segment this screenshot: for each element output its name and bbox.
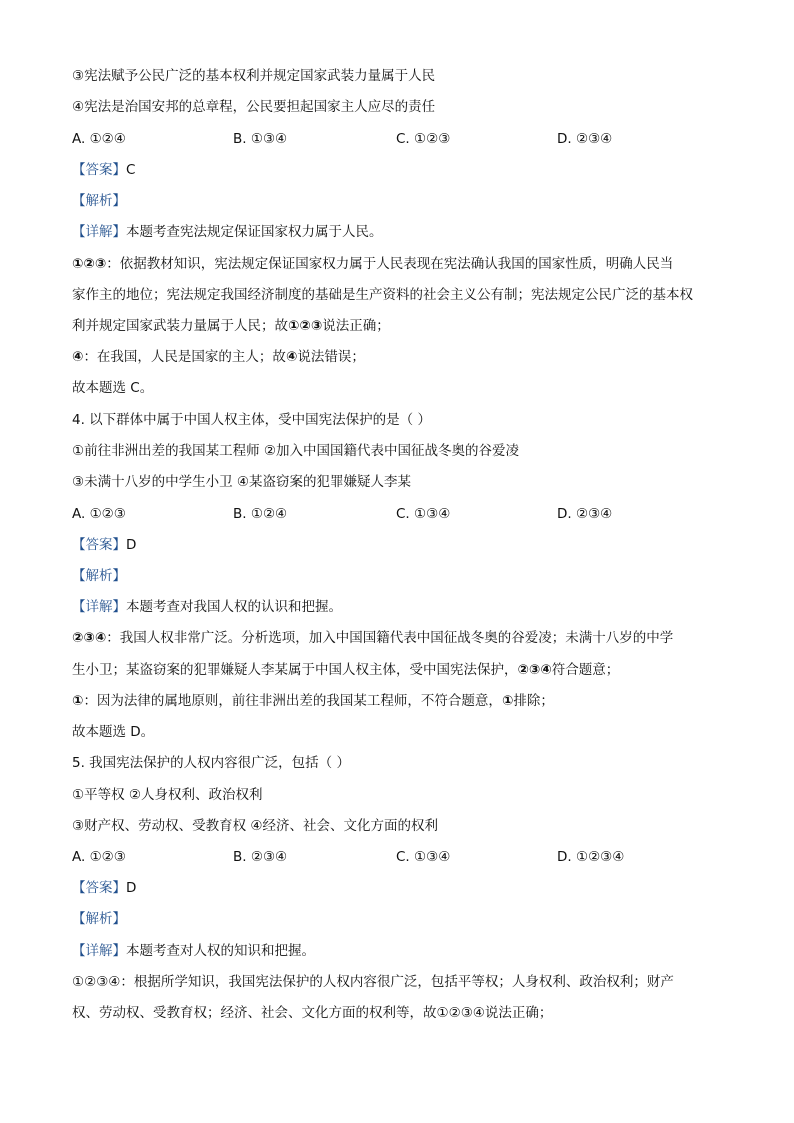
q4-stem: 4. 以下群体中属于中国人权主体，受中国宪法保护的是（ ）	[72, 412, 431, 428]
q4-statements-2: ③未满十八岁的中学生小卫 ④某盗窃案的犯罪嫌疑人李某	[72, 474, 411, 490]
explanation-text: 符合题意；	[551, 662, 620, 678]
answer-value: D	[126, 880, 137, 896]
answer-tag: 【答案】	[72, 162, 126, 178]
explanation-text: 说法错误；	[297, 349, 365, 365]
q5-explanation-2: 权、劳动权、受教育权；经济、社会、文化方面的权利等，故①②③④说法正确；	[72, 1005, 553, 1021]
detail-text: 本题考查对人权的知识和把握。	[126, 943, 315, 959]
q3-analysis-tag: 【解析】	[72, 193, 126, 209]
q4-analysis-tag: 【解析】	[72, 568, 126, 584]
q4-statements-1: ①前往非洲出差的我国某工程师 ②加入中国国籍代表中国征战冬奥的谷爱凌	[72, 443, 519, 459]
answer-tag: 【答案】	[72, 537, 126, 553]
q4-explanation-1	[72, 629, 673, 647]
q5-analysis-tag: 【解析】	[72, 911, 126, 927]
q3-detail	[72, 223, 383, 241]
q3-choice-b: B. ①③④	[233, 131, 288, 147]
q3-explanation-2: 家作主的地位；宪法规定我国经济制度的基础是生产资料的社会主义公有制；宪法规定公民广泛的基本权	[72, 287, 693, 303]
q3-explanation-1	[72, 255, 673, 273]
q3-choice-c: C. ①②③	[396, 131, 451, 147]
explanation-text: ：我国人权非常广泛。分析选项，加入中国国籍代表中国征战冬奥的谷爱凌；未满十八岁的中学	[106, 630, 674, 646]
detail-tag: 【详解】	[72, 943, 126, 959]
q4-choice-b: B. ①②④	[233, 506, 288, 522]
q3-conclusion: 故本题选 C。	[72, 380, 154, 396]
bold-options: ④	[72, 349, 84, 365]
q5-choice-d: D. ①②③④	[557, 849, 625, 865]
q4-choice-a: A. ①②③	[72, 506, 126, 522]
q5-choice-b: B. ②③④	[233, 849, 288, 865]
bold-options: ④	[285, 349, 298, 365]
q5-stem: 5. 我国宪法保护的人权内容很广泛，包括（ ）	[72, 755, 350, 771]
q5-explanation-1: ①②③④：根据所学知识，我国宪法保护的人权内容很广泛，包括平等权；人身权利、政治权利；财产	[72, 974, 674, 990]
q4-explanation-3	[72, 692, 554, 710]
q4-choice-d: D. ②③④	[557, 506, 613, 522]
answer-value: D	[126, 537, 137, 553]
bold-options: ①②③	[288, 318, 323, 334]
q3-option-statement-3: ③宪法赋予公民广泛的基本权利并规定国家武装力量属于人民	[72, 68, 436, 84]
q3-choice-d: D. ②③④	[557, 131, 613, 147]
q5-statements-1: ①平等权 ②人身权利、政治权利	[72, 787, 263, 803]
explanation-text: 生小卫；某盗窃案的犯罪嫌疑人李某属于中国人权主体，受中国宪法保护，	[72, 662, 518, 678]
bold-options: ②③④	[517, 662, 552, 678]
q4-detail	[72, 598, 342, 616]
q4-answer	[72, 536, 136, 554]
q5-choice-c: C. ①③④	[396, 849, 451, 865]
bold-options: ①②③	[72, 256, 107, 272]
explanation-text: ：因为法律的属地原则，前往非洲出差的我国某工程师，不符合题意，	[83, 693, 502, 709]
bold-options: ①	[501, 693, 514, 709]
q5-answer	[72, 879, 136, 897]
q3-option-statement-4: ④宪法是治国安邦的总章程，公民要担起国家主人应尽的责任	[72, 99, 436, 115]
explanation-text: ：依据教材知识，宪法规定保证国家权力属于人民表现在宪法确认我国的国家性质，明确人民当	[106, 256, 674, 272]
detail-text: 本题考查对我国人权的认识和把握。	[126, 599, 342, 615]
explanation-text: 利并规定国家武装力量属于人民；故	[72, 318, 288, 334]
q5-detail	[72, 942, 315, 960]
answer-tag: 【答案】	[72, 880, 126, 896]
explanation-text: ：在我国，人民是国家的主人；故	[83, 349, 286, 365]
detail-tag: 【详解】	[72, 599, 126, 615]
q4-conclusion: 故本题选 D。	[72, 724, 155, 740]
answer-value: C	[126, 162, 136, 178]
q3-explanation-4	[72, 348, 365, 366]
q5-choice-a: A. ①②③	[72, 849, 126, 865]
q3-explanation-3	[72, 317, 390, 335]
detail-tag: 【详解】	[72, 224, 126, 240]
bold-options: ①	[72, 693, 84, 709]
bold-options: ②③④	[72, 630, 107, 646]
explanation-text: 说法正确；	[322, 318, 390, 334]
explanation-text: 排除；	[513, 693, 554, 709]
q3-choice-a: A. ①②④	[72, 131, 126, 147]
q5-statements-2: ③财产权、劳动权、受教育权 ④经济、社会、文化方面的权利	[72, 818, 438, 834]
detail-text: 本题考查宪法规定保证国家权力属于人民。	[126, 224, 383, 240]
q4-choice-c: C. ①③④	[396, 506, 451, 522]
q4-explanation-2	[72, 661, 619, 679]
q3-answer	[72, 161, 135, 179]
